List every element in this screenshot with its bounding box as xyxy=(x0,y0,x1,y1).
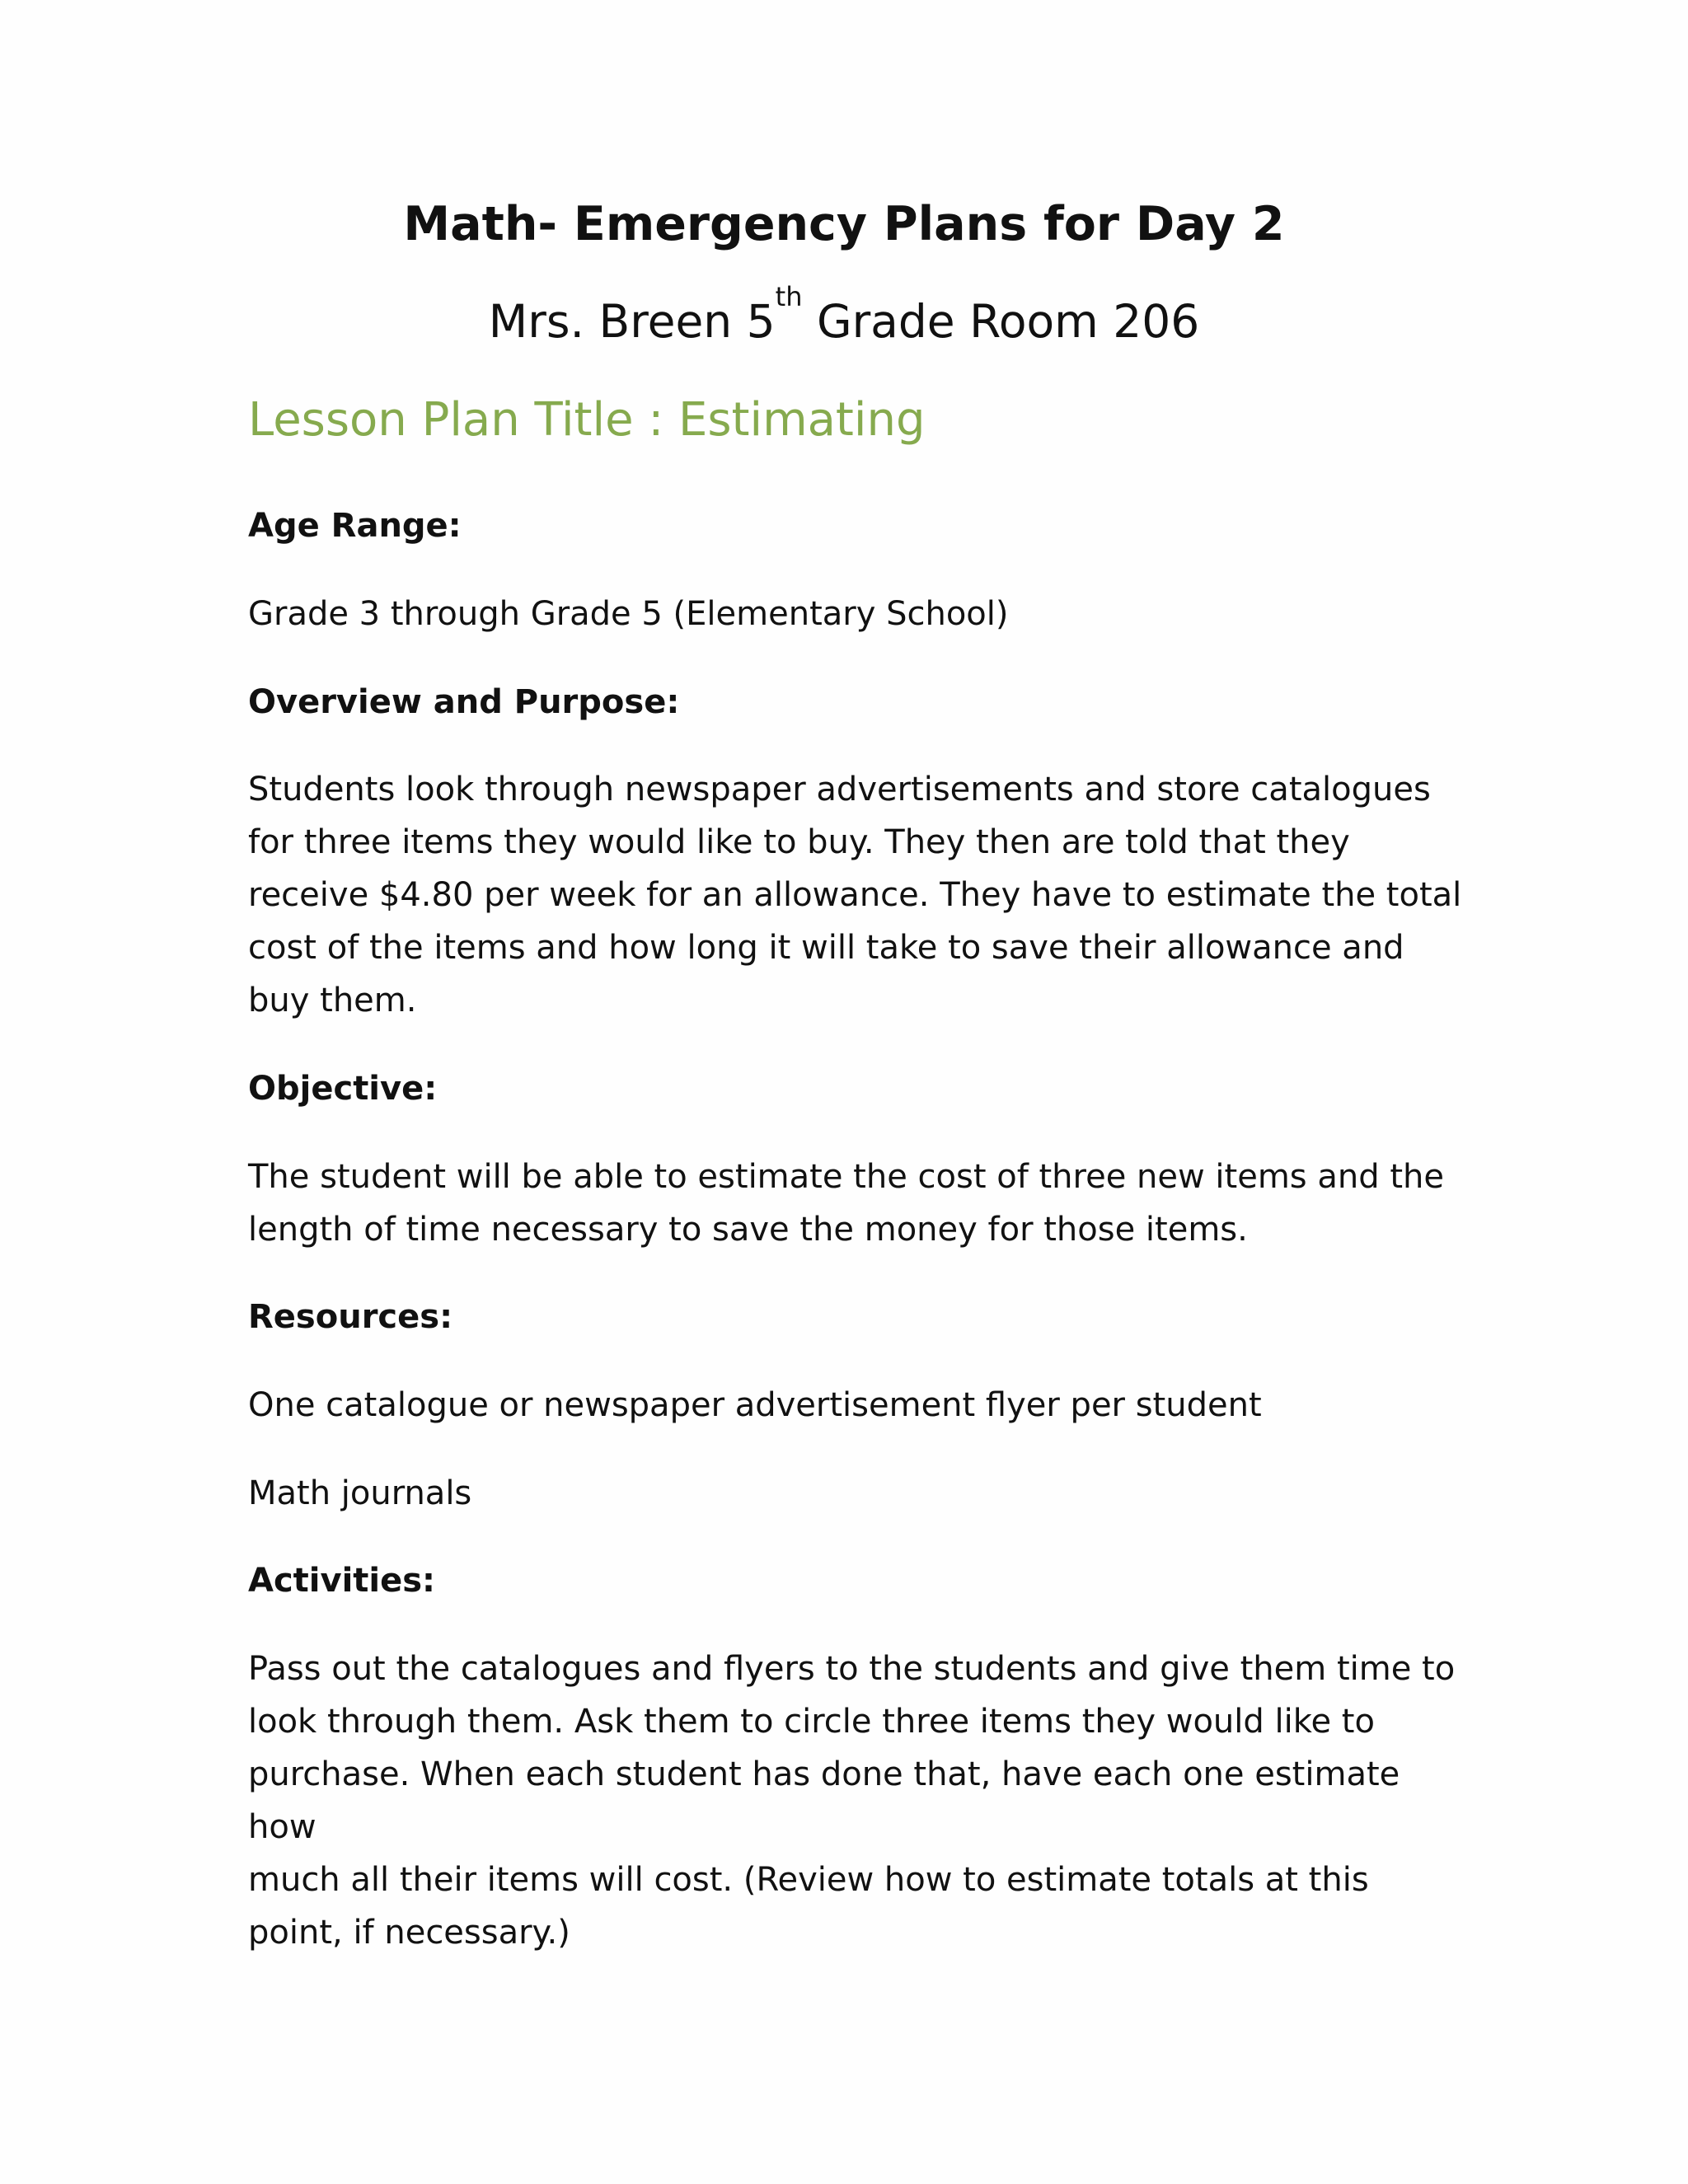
activities-line: much all their items will cost. (Review how to estimate totals at this xyxy=(248,1861,1369,1899)
objective-line: length of time necessary to save the money for those items. xyxy=(248,1211,1248,1249)
overview-line: buy them. xyxy=(248,982,417,1019)
activities-line: purchase. When each student has done that, have each one estimate how xyxy=(248,1755,1400,1846)
objective-heading: Objective: xyxy=(248,1070,438,1108)
activities-line: Pass out the catalogues and flyers to the students and give them time to xyxy=(248,1650,1456,1688)
subtitle-room: Grade Room 206 xyxy=(802,295,1200,348)
activities-line: look through them. Ask them to circle three items they would like to xyxy=(248,1703,1375,1741)
overview-line: Students look through newspaper advertisements and store catalogues xyxy=(248,771,1431,808)
overview-paragraph xyxy=(248,763,1468,1027)
resources-item: Math journals xyxy=(248,1474,472,1512)
activities-heading: Activities: xyxy=(248,1562,436,1600)
age-range-heading: Age Range: xyxy=(248,507,462,545)
activities-line: point, if necessary.) xyxy=(248,1914,570,1952)
objective-line: The student will be able to estimate the cost of three new items and the xyxy=(248,1158,1444,1196)
activities-paragraph xyxy=(248,1643,1468,1959)
overview-line: receive $4.80 per week for an allowance. They have to estimate the total xyxy=(248,876,1462,914)
overview-line: cost of the items and how long it will take to save their allowance and xyxy=(248,929,1404,967)
document-subtitle xyxy=(0,281,1688,353)
lesson-plan-title: Lesson Plan Title : Estimating xyxy=(248,393,926,447)
overview-heading: Overview and Purpose: xyxy=(248,683,680,721)
subtitle-teacher-grade: Mrs. Breen 5 xyxy=(488,295,776,348)
subtitle-superscript: th xyxy=(775,281,803,312)
document-title: Math- Emergency Plans for Day 2 xyxy=(403,197,1285,251)
resources-item: One catalogue or newspaper advertisement flyer per student xyxy=(248,1386,1262,1424)
objective-paragraph xyxy=(248,1151,1468,1256)
resources-heading: Resources: xyxy=(248,1298,453,1336)
age-range-text: Grade 3 through Grade 5 (Elementary School) xyxy=(248,595,1009,633)
overview-line: for three items they would like to buy. They then are told that they xyxy=(248,823,1350,861)
